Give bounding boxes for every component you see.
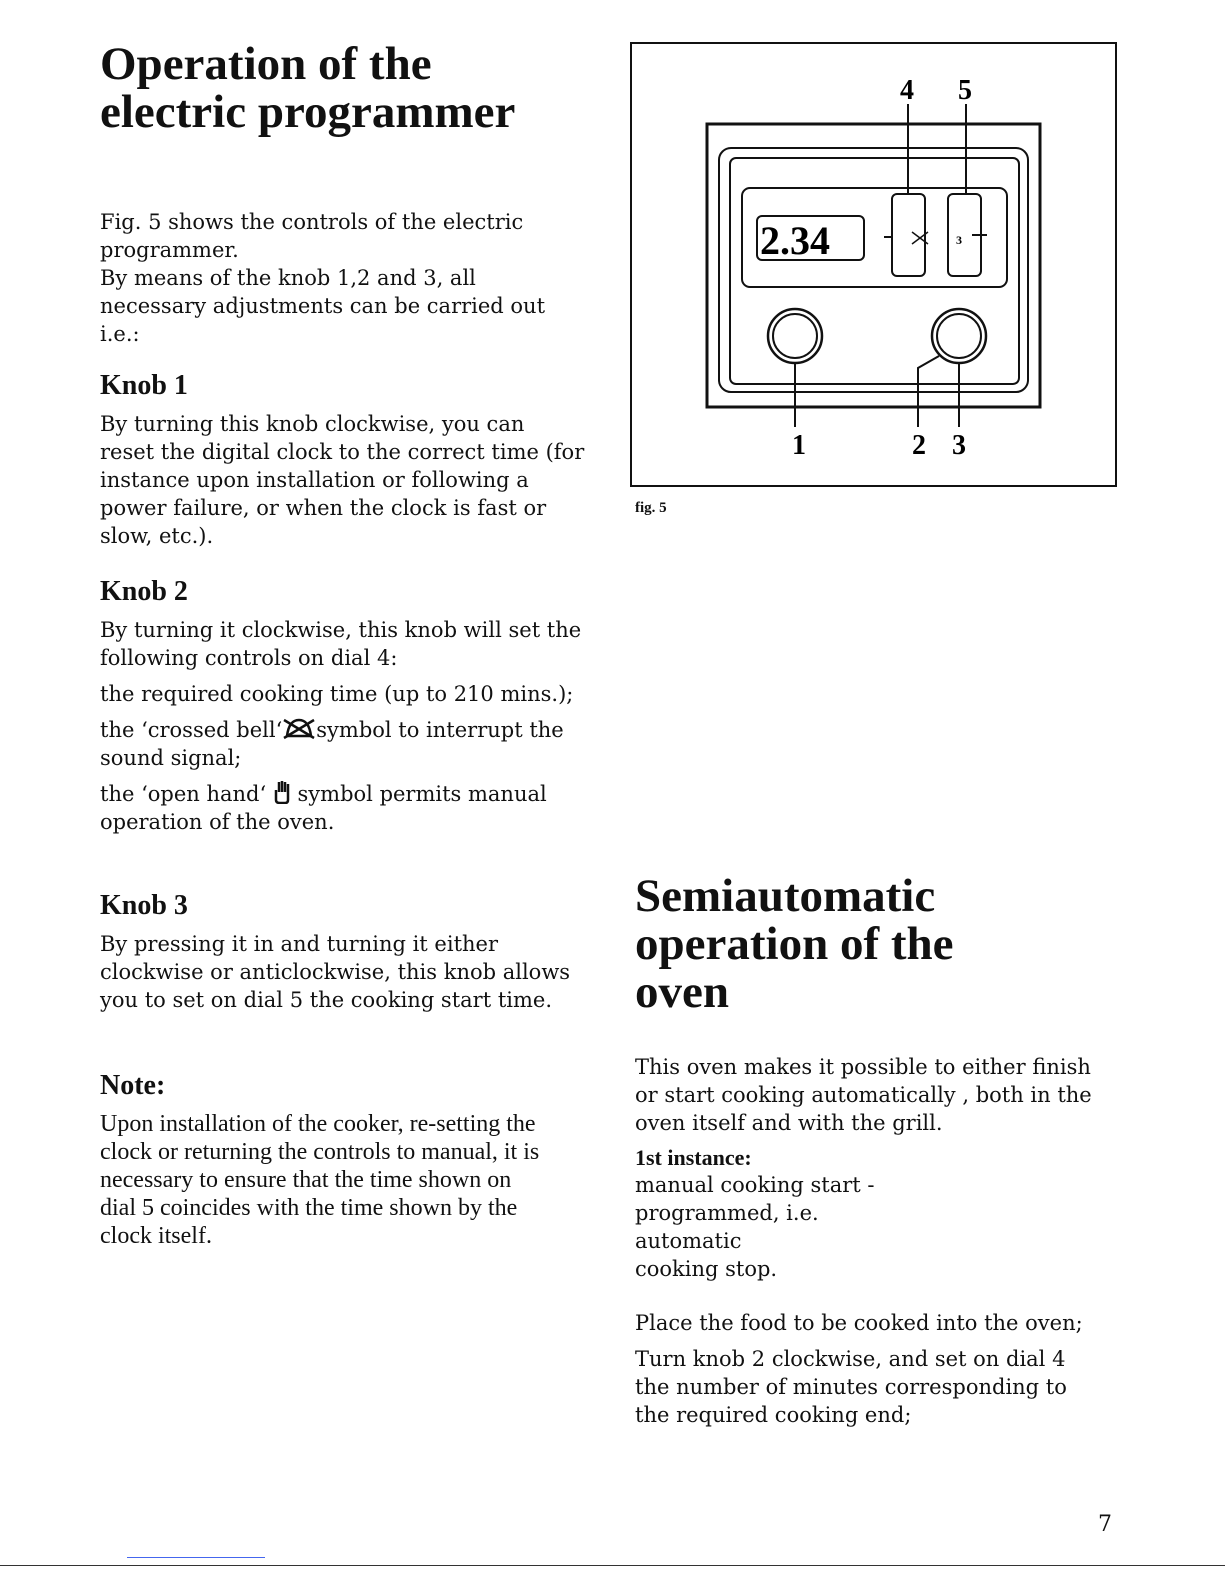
note-text: Upon installation of the cooker, re-setting the clock or returning the controls to manual, it is necessary to ensure that the time shown on dial 5 coincides with the time shown by the clock itself. [100,1111,540,1249]
title-line: electric programmer [100,86,516,138]
divider [127,1557,265,1558]
knob-1 [768,309,822,363]
intro-text [100,208,585,348]
label-1: 1 [792,430,806,461]
instance-line: cooking stop. [635,1257,778,1281]
text: the ‘open hand‘ [100,782,267,806]
open-hand-icon [273,780,291,804]
title-line: oven [635,966,729,1018]
knob-2-3 [932,309,986,363]
step-text: Place the food to be cooked into the oven; [635,1311,1083,1335]
text: the ‘crossed bell‘ [100,718,283,742]
knob2-section [100,576,585,836]
divider [0,1565,1225,1566]
semiautomatic-intro: This oven makes it possible to either finish or start cooking automatically , both in the oven itself and with the grill. [635,1055,1092,1135]
section-title-semiautomatic [635,872,1115,1016]
instance-line: programmed, i.e. [635,1201,819,1225]
crossed-bell-icon [282,716,316,740]
label-4: 4 [900,75,914,106]
knob2-item [100,780,585,836]
page-number: 7 [1098,1512,1112,1537]
knob3-heading: Knob 3 [100,890,188,921]
knob3-text: By pressing it in and turning it either clockwise or anticlockwise, this knob allows you to set on dial 5 the cooking start time. [100,932,571,1012]
figure-5 [630,42,1117,487]
label-5: 5 [958,75,972,106]
knob2-text: By turning it clockwise, this knob will set the following controls on dial 4: [100,618,582,670]
knob2-item [100,716,585,772]
intro-para: By means of the knob 1,2 and 3, all necessary adjustments can be carried out i.e.: [100,266,546,346]
instance-heading: 1st instance: [635,1145,752,1170]
instance-line: automatic [635,1229,742,1253]
knob1-section [100,370,585,550]
knob1-heading: Knob 1 [100,370,188,401]
note-section [100,1070,540,1250]
dial5-value: 3 [956,233,962,247]
title-line: operation of the [635,918,954,970]
title-line: Semiautomatic [635,870,936,922]
knob2-item: the required cooking time (up to 210 mins.); [100,682,574,706]
instance-line: manual cooking start - [635,1173,875,1197]
programmer-diagram [632,44,1115,485]
knob1-text: By turning this knob clockwise, you can reset the digital clock to the correct time (for instance upon installation or following a power failure, or when the clock is fast or slow, etc.). [100,412,585,548]
label-3: 3 [952,430,966,461]
dial-4 [892,194,925,276]
step-text: Turn knob 2 clockwise, and set on dial 4 the number of minutes corresponding to the required cooking end; [635,1347,1067,1427]
intro-para: Fig. 5 shows the controls of the electric programmer. [100,210,524,262]
text: symbol permits manual operation of the oven. [100,782,547,834]
figure-caption: fig. 5 [635,500,667,516]
semiautomatic-body [635,1053,1105,1429]
label-2: 2 [912,430,926,461]
section-title-programmer [100,40,600,136]
clock-value: 2.34 [760,218,830,263]
knob3-section [100,890,585,1014]
text: symbol to interrupt the sound signal; [100,718,564,770]
note-heading: Note: [100,1070,166,1101]
title-line: Operation of the [100,38,432,90]
knob2-heading: Knob 2 [100,576,188,607]
